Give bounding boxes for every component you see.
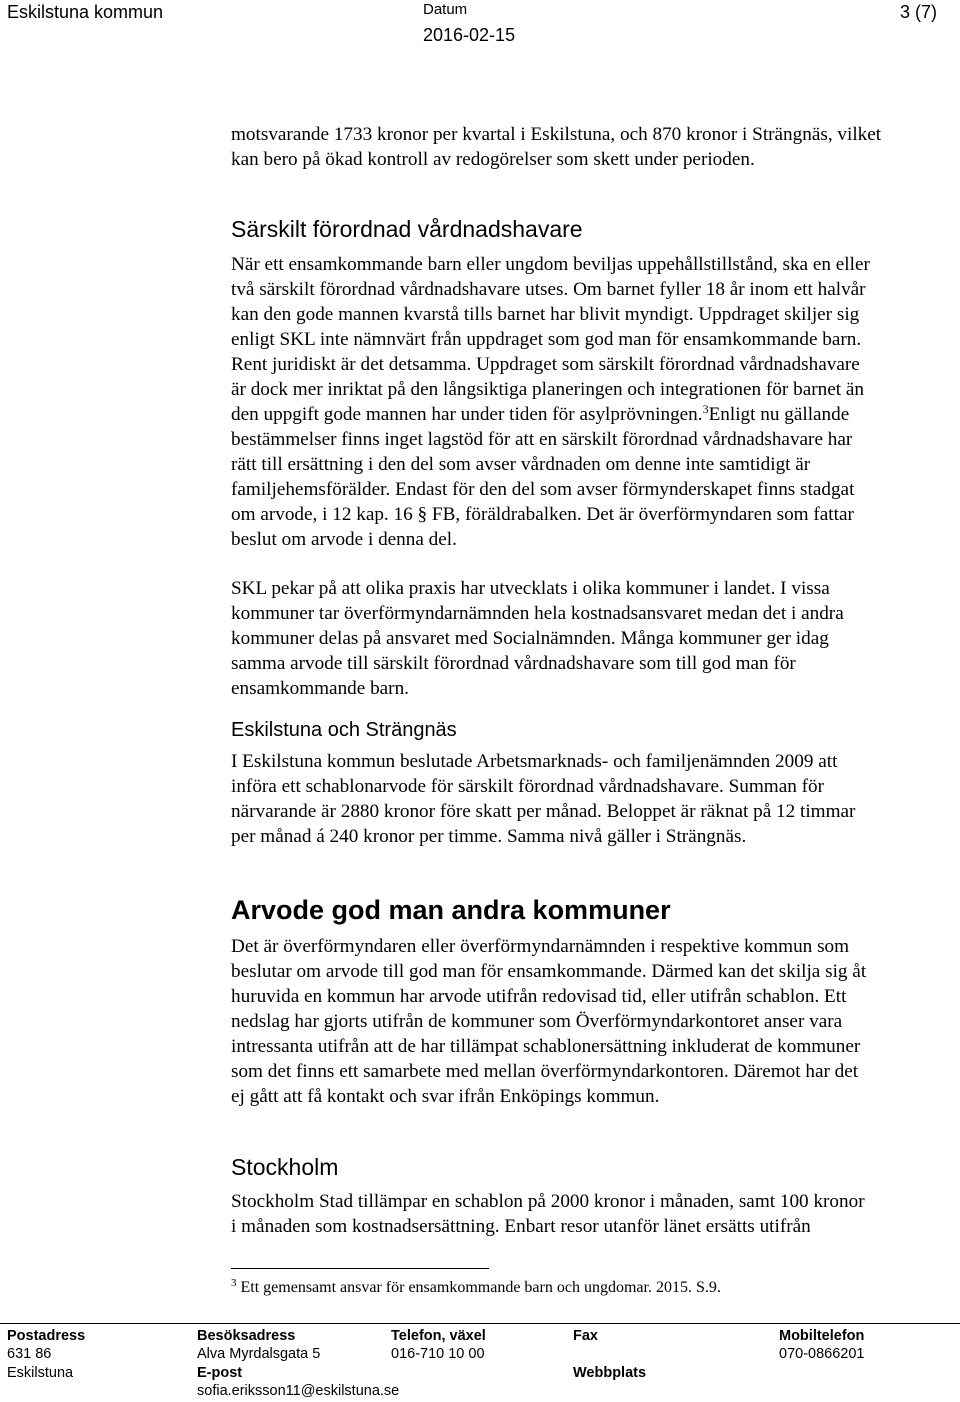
text-line: ensamkommande barn.	[231, 678, 409, 699]
section-paragraph	[231, 1189, 956, 1239]
header-date-label: Datum	[423, 1, 468, 18]
footer-webbplats-label: Webbplats	[573, 1365, 647, 1381]
text-line: enligt SKL inte nämnvärt från uppdraget som god man för ensamkommande barn.	[231, 329, 862, 350]
text-line: om arvode, i 12 kap. 16 § FB, föräldrabalken. Det är överförmyndaren som fattar	[231, 504, 854, 525]
text-line: bestämmelser finns inget lagstöd för att en särskilt förordnad vårdnadshavare har	[231, 429, 853, 450]
footer-postadress-line2: Eskilstuna	[7, 1365, 74, 1381]
text-line: I Eskilstuna kommun beslutade Arbetsmarknads- och familjenämnden 2009 att	[231, 751, 838, 772]
section-paragraph	[231, 749, 956, 849]
footer-epost-label: E-post	[197, 1365, 243, 1381]
text-line: SKL pekar på att olika praxis har utvecklats i olika kommuner i landet. I vissa	[231, 578, 830, 599]
text-line	[231, 402, 956, 427]
text-line: i månaden som kostnadsersättning. Enbart resor utanför länet ersätts utifrån	[231, 1216, 811, 1237]
text-line: intressanta utifrån att de har tillämpat schablonersättning inkluderat de kommuner	[231, 1036, 861, 1057]
text-line: införa ett schablonarvode för särskilt förordnad vårdnadshavare. Summan för	[231, 776, 825, 797]
text-line: När ett ensamkommande barn eller ungdom beviljas uppehållstillstånd, ska en eller	[231, 254, 870, 275]
footer-postadress-line1: 631 86	[7, 1346, 52, 1362]
text-line: rätt till ersättning i den del som avser vårdnaden om denne inte samtidigt är	[231, 454, 811, 475]
text-line: ej gått att få kontakt och svar ifrån Enköpings kommun.	[231, 1086, 660, 1107]
footnote-number: 3	[231, 1277, 237, 1289]
text-line: kan bero på ökad kontroll av redogörelser som skett under perioden.	[231, 149, 755, 170]
text-line: huruvida en kommun har arvode utifrån redovisad tid, eller utifrån schablon. Ett	[231, 986, 847, 1007]
text-line: per månad á 240 kronor per timme. Samma nivå gäller i Strängnäs.	[231, 826, 747, 847]
footer-besoksadress: Alva Myrdalsgata 5	[197, 1346, 321, 1362]
section-paragraph	[231, 576, 956, 701]
section-heading: Stockholm	[231, 1154, 339, 1180]
text-line: Rent juridiskt är det detsamma. Uppdraget som särskilt förordnad vårdnadshavare	[231, 354, 860, 375]
text-line: Det är överförmyndaren eller överförmyndarnämnden i respektive kommun som	[231, 936, 850, 957]
text-line: samma arvode till särskilt förordnad vårdnadshavare som till god man för	[231, 653, 796, 674]
footnote-reference[interactable]: 3	[702, 402, 709, 416]
header-date: 2016-02-15	[423, 25, 516, 45]
footnote-divider	[231, 1268, 489, 1269]
text-line: beslut om arvode i denna del.	[231, 529, 457, 550]
footer-fax-label: Fax	[573, 1328, 598, 1344]
header-page-number: 3 (7)	[900, 2, 938, 22]
text-line: familjehemsförälder. Endast för den del som avser förmynderskapet finns stadgat	[231, 479, 855, 500]
text-line: kommuner delas på ansvaret med Socialnämnden. Många kommuner ger idag	[231, 628, 829, 649]
text-line: beslutar om arvode till god man för ensamkommande. Därmed kan det skilja sig åt	[231, 961, 867, 982]
footnote	[231, 1279, 721, 1297]
footer-mobil: 070-0866201	[779, 1346, 865, 1362]
section-heading: Eskilstuna och Strängnäs	[231, 719, 457, 741]
text-line: är dock mer inriktat på den långsiktiga planeringen och integrationen för barnet än	[231, 379, 864, 400]
section-heading: Särskilt förordnad vårdnadshavare	[231, 216, 583, 242]
footer-epost[interactable]: sofia.eriksson11@eskilstuna.se	[197, 1383, 400, 1399]
text-line: nedslag har gjorts utifrån de kommuner som Överförmyndarkontoret anser vara	[231, 1011, 843, 1032]
text-line: kommuner tar överförmyndarnämnden hela kostnadsansvaret medan det i andra	[231, 603, 844, 624]
footnote-text: Ett gemensamt ansvar för ensamkommande barn och ungdomar. 2015. S.9.	[240, 1279, 721, 1296]
section-paragraph	[231, 252, 956, 552]
text-line: två särskilt förordnad vårdnadshavare utses. Om barnet fyller 18 år inom ett halvår	[231, 279, 866, 300]
text-line: Stockholm Stad tillämpar en schablon på 2000 kronor i månaden, samt 100 kronor	[231, 1191, 865, 1212]
footer-besoksadress-label: Besöksadress	[197, 1328, 296, 1344]
text-span: Enligt nu gällande	[708, 404, 850, 425]
text-span: den uppgift gode mannen har under tiden för asylprövningen.	[231, 404, 703, 425]
section-paragraph	[231, 934, 956, 1109]
footer-divider	[0, 1323, 960, 1324]
footer-telefon: 016-710 10 00	[391, 1346, 485, 1362]
text-line: motsvarande 1733 kronor per kvartal i Eskilstuna, och 870 kronor i Strängnäs, vilket	[231, 124, 882, 145]
header-org: Eskilstuna kommun	[7, 2, 164, 22]
text-line: som det finns ett samarbete med mellan överförmyndarkontoren. Däremot har det	[231, 1061, 859, 1082]
page-section-title: Arvode god man andra kommuner	[231, 895, 671, 925]
footer-mobil-label: Mobiltelefon	[779, 1328, 865, 1344]
footer-postadress-label: Postadress	[7, 1328, 86, 1344]
intro-paragraph	[231, 122, 956, 172]
footer-telefon-label: Telefon, växel	[391, 1328, 486, 1344]
text-line: kan den gode mannen kvarstå tills barnet har blivit myndigt. Uppdraget skiljer sig	[231, 304, 860, 325]
text-line: närvarande är 2880 kronor före skatt per månad. Beloppet är räknat på 12 timmar	[231, 801, 856, 822]
